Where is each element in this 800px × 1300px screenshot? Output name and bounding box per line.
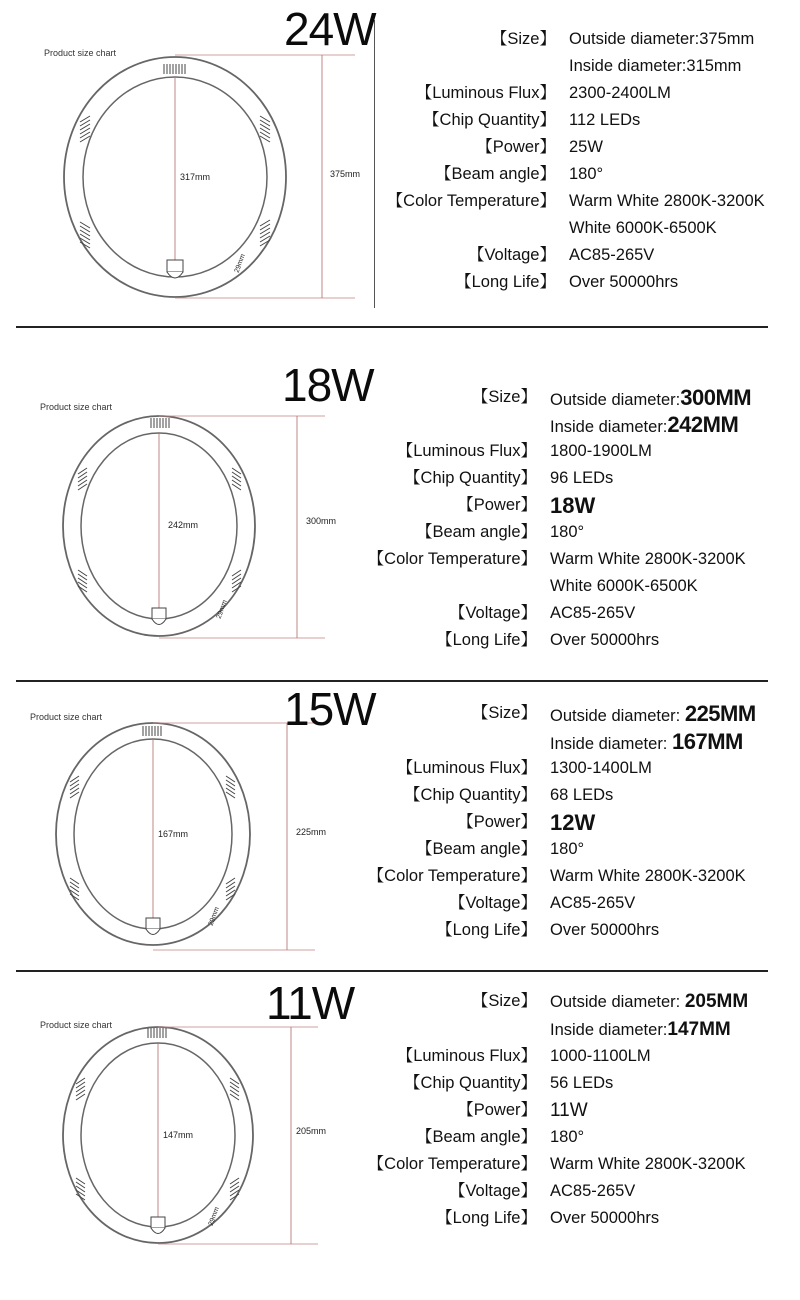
spec-color-temperature (357, 546, 777, 573)
width-dimension-label: 29mm (207, 906, 221, 927)
spec-long-life (357, 917, 777, 944)
product-section-18w (0, 356, 800, 676)
spec-label: 【Luminous Flux】 (396, 1047, 537, 1065)
spec-label: 【Size】 (471, 992, 537, 1010)
spec-prefix: Outside diameter: (550, 993, 681, 1011)
spec-voltage (357, 1178, 777, 1205)
spec-size-inside (357, 1016, 777, 1043)
spec-power (357, 492, 777, 519)
spec-prefix: Outside diameter: (550, 391, 681, 409)
spec-value: 11W (550, 1100, 588, 1121)
inner-dimension-label: 147mm (163, 1130, 194, 1140)
product-size-chart-label: Product size chart (40, 1020, 113, 1030)
product-size-chart-label: Product size chart (40, 402, 113, 412)
spec-value: 112 LEDs (569, 111, 641, 129)
spec-long-life (357, 627, 777, 654)
wattage-title: 24W (284, 3, 376, 55)
spec-luminous-flux (376, 80, 796, 107)
spec-label: 【Beam angle】 (415, 523, 537, 541)
spec-value: AC85-265V (550, 894, 636, 912)
spec-label: 【Power】 (457, 1101, 537, 1119)
spec-prefix: Inside diameter: (569, 57, 687, 75)
spec-label: 【Voltage】 (467, 246, 556, 264)
spec-label: 【Chip Quantity】 (404, 469, 537, 487)
spec-label: 【Luminous Flux】 (415, 84, 556, 102)
spec-label: 【Beam angle】 (415, 840, 537, 858)
spec-size-inside (376, 53, 796, 80)
connector-cap (167, 260, 183, 278)
spec-power (357, 809, 777, 836)
spec-label: 【Chip Quantity】 (423, 111, 556, 129)
spec-color-temperature (376, 188, 796, 215)
product-size-chart-label: Product size chart (30, 712, 103, 722)
spec-label: 【Color Temperature】 (367, 1155, 537, 1173)
spec-label: 【Power】 (476, 138, 556, 156)
spec-label: 【Long Life】 (436, 921, 537, 939)
inside-diameter-value: 167MM (672, 729, 743, 754)
spec-size-outside (357, 700, 777, 727)
spec-label: 【Size】 (471, 704, 537, 722)
spec-value: AC85-265V (550, 604, 636, 622)
spec-value: 180° (550, 840, 585, 858)
spec-label: 【Luminous Flux】 (396, 442, 537, 460)
product-section-11w (0, 972, 800, 1292)
spec-prefix: Inside diameter: (550, 735, 668, 753)
spec-label: 【Voltage】 (448, 894, 537, 912)
spec-color-temperature (357, 863, 777, 890)
width-dimension-label: 29mm (233, 253, 247, 274)
spec-size-outside (357, 988, 777, 1015)
outside-diameter-value: 205MM (684, 991, 749, 1012)
spec-label: 【Long Life】 (436, 631, 537, 649)
spec-label: 【Luminous Flux】 (396, 759, 537, 777)
spec-value: 1800-1900LM (550, 442, 652, 460)
spec-luminous-flux (357, 755, 777, 782)
spec-power (357, 1097, 777, 1124)
product-section-24w (0, 0, 800, 325)
spec-label: 【Color Temperature】 (367, 867, 537, 885)
spec-size-inside (357, 411, 777, 438)
spec-beam-angle (376, 161, 796, 188)
spec-beam-angle (357, 836, 777, 863)
spec-label: 【Color Temperature】 (386, 192, 556, 210)
spec-label: 【Voltage】 (448, 1182, 537, 1200)
width-dimension-label: 29mm (215, 599, 229, 620)
spec-value: 180° (550, 1128, 585, 1146)
spec-chip-quantity (376, 107, 796, 134)
spec-value: 56 LEDs (550, 1074, 614, 1092)
spec-voltage (357, 600, 777, 627)
spec-label: 【Chip Quantity】 (404, 786, 537, 804)
spec-value: AC85-265V (569, 246, 655, 264)
spec-prefix: Inside diameter: (550, 1021, 668, 1039)
connector-cap (151, 1217, 165, 1234)
product-section-15w (0, 682, 800, 967)
spec-value: 180° (569, 165, 604, 183)
spec-size-outside (357, 384, 777, 411)
connector-cap (152, 608, 166, 625)
spec-value: White 6000K-6500K (550, 577, 698, 595)
spec-value: White 6000K-6500K (569, 219, 717, 237)
led-chip-groups (76, 1028, 239, 1200)
connector-cap (146, 918, 160, 935)
spec-size-inside (357, 728, 777, 755)
outer-dimension-label: 300mm (306, 516, 337, 526)
separator-line (374, 20, 375, 308)
spec-value: 25W (569, 138, 603, 156)
spec-value: 18W (550, 493, 596, 518)
outer-dimension-label: 225mm (296, 827, 327, 837)
spec-value: 1300-1400LM (550, 759, 652, 777)
spec-prefix: Outside diameter: (550, 707, 681, 725)
inner-dimension-label: 167mm (158, 829, 189, 839)
outer-dimension-label: 375mm (330, 169, 361, 179)
inner-dimension-label: 242mm (168, 520, 199, 530)
spec-label: 【Voltage】 (448, 604, 537, 622)
led-chip-groups (78, 418, 241, 592)
spec-value: 1000-1100LM (550, 1047, 651, 1065)
spec-luminous-flux (357, 438, 777, 465)
spec-luminous-flux (357, 1043, 777, 1070)
spec-chip-quantity (357, 465, 777, 492)
spec-prefix: Inside diameter: (550, 418, 668, 436)
outside-diameter-value: 375mm (699, 30, 755, 48)
spec-value: Warm White 2800K-3200K (550, 1155, 746, 1173)
wattage-title: 15W (284, 683, 376, 735)
section-divider (16, 326, 768, 328)
spec-label: 【Size】 (471, 388, 537, 406)
wattage-title: 11W (266, 977, 355, 1029)
spec-voltage (357, 890, 777, 917)
wattage-title: 18W (282, 359, 374, 411)
spec-label: 【Color Temperature】 (367, 550, 537, 568)
spec-label: 【Size】 (490, 30, 556, 48)
spec-label: 【Long Life】 (455, 273, 556, 291)
spec-value: 12W (550, 810, 596, 835)
spec-value: 68 LEDs (550, 786, 614, 804)
spec-value: Warm White 2800K-3200K (550, 867, 746, 885)
spec-value: Over 50000hrs (550, 921, 660, 939)
spec-voltage (376, 242, 796, 269)
outer-dimension-label: 205mm (296, 1126, 327, 1136)
product-size-chart-label: Product size chart (44, 48, 117, 58)
spec-value: AC85-265V (550, 1182, 636, 1200)
spec-label: 【Chip Quantity】 (404, 1074, 537, 1092)
spec-value: 180° (550, 523, 585, 541)
spec-chip-quantity (357, 782, 777, 809)
outside-diameter-value: 225MM (684, 701, 756, 726)
led-chip-groups (70, 726, 235, 900)
spec-value: Over 50000hrs (550, 631, 660, 649)
inside-diameter-value: 315mm (686, 57, 742, 75)
outside-diameter-value: 300MM (680, 385, 752, 410)
spec-value: Over 50000hrs (550, 1209, 660, 1227)
spec-label: 【Long Life】 (436, 1209, 537, 1227)
inner-dimension-label: 317mm (180, 172, 211, 182)
inside-diameter-value: 242MM (667, 412, 739, 437)
spec-long-life (376, 269, 796, 296)
spec-value: Over 50000hrs (569, 273, 679, 291)
spec-beam-angle (357, 1124, 777, 1151)
spec-beam-angle (357, 519, 777, 546)
spec-power (376, 134, 796, 161)
spec-label: 【Power】 (457, 496, 537, 514)
spec-label: 【Beam angle】 (415, 1128, 537, 1146)
spec-color-temperature (357, 1151, 777, 1178)
spec-label: 【Beam angle】 (434, 165, 556, 183)
width-dimension-label: 29mm (207, 1206, 221, 1227)
spec-label: 【Power】 (457, 813, 537, 831)
spec-long-life (357, 1205, 777, 1232)
spec-value: 96 LEDs (550, 469, 614, 487)
inside-diameter-value: 147MM (667, 1019, 731, 1040)
spec-size-outside (376, 26, 796, 53)
spec-color-temperature-2 (357, 573, 777, 600)
spec-value: 2300-2400LM (569, 84, 671, 102)
spec-color-temperature-2 (376, 215, 796, 242)
spec-prefix: Outside diameter: (569, 30, 700, 48)
spec-value: Warm White 2800K-3200K (569, 192, 765, 210)
spec-chip-quantity (357, 1070, 777, 1097)
spec-value: Warm White 2800K-3200K (550, 550, 746, 568)
